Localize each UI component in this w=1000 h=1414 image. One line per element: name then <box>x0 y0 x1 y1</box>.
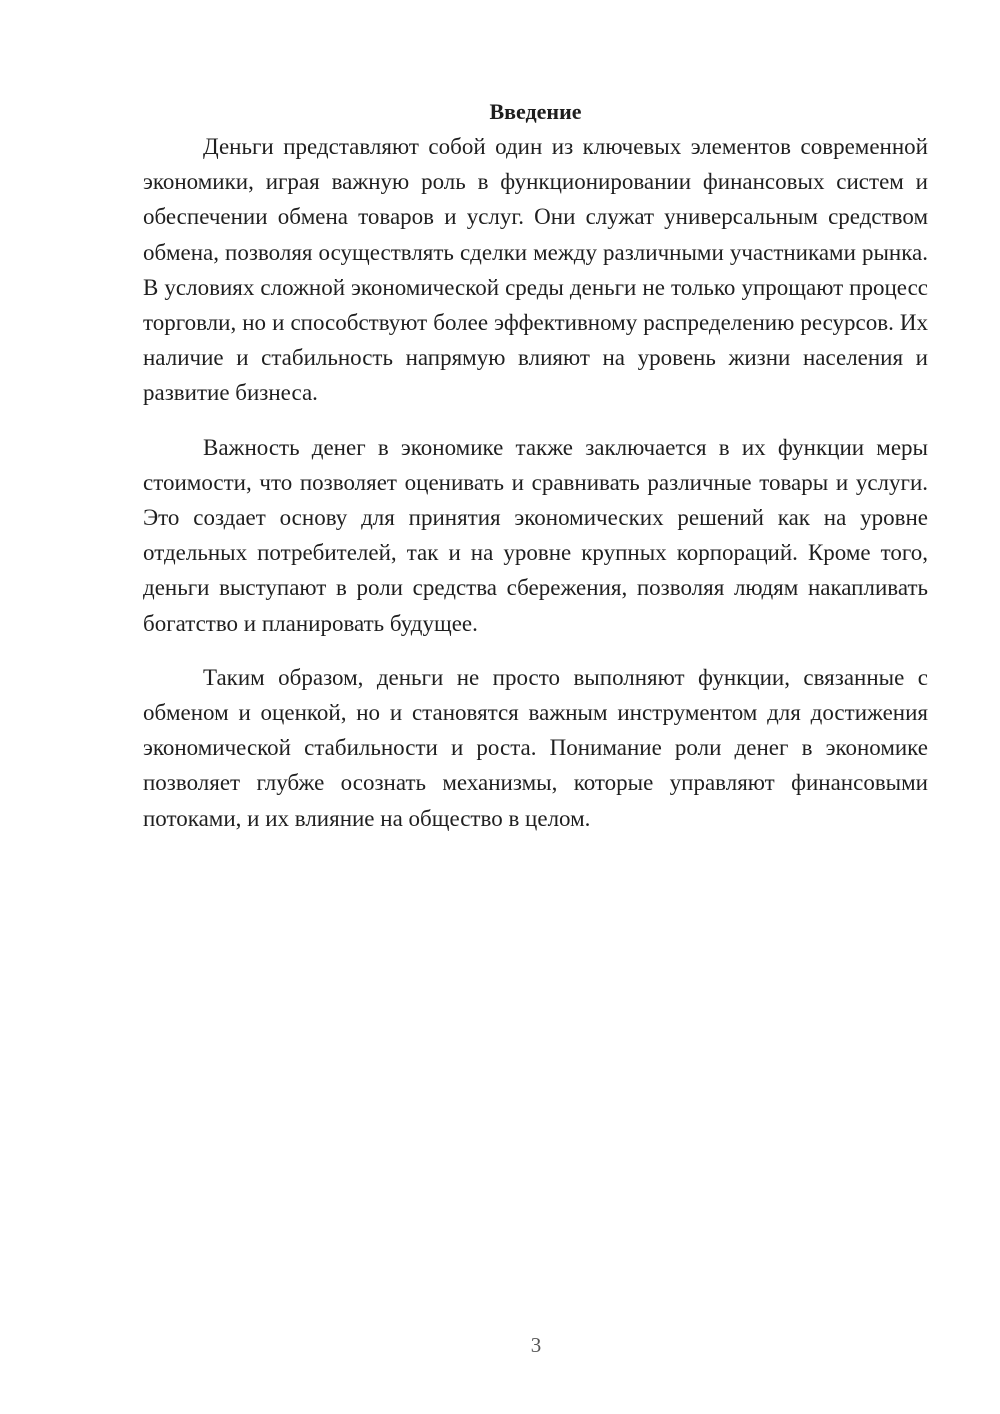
paragraph-2: Важность денег в экономике также заключается в их функции меры стоимости, что позволяет оценивать и сравнивать различные товары и услуги. Это создает основу для принятия экономических решений как на уровне отдельных потребителей, так и на уровне крупных корпораций. Кроме того, деньги выступают в роли средства сбережения, позволяя людям накапливать богатство и планировать будущее. <box>143 434 928 636</box>
paragraph-1: Деньги представляют собой один из ключевых элементов современной экономики, играя важную роль в функционировании финансовых систем и обеспечении обмена товаров и услуг. Они служат универсальным средством обмена, позволяя осуществлять сделки между различными участниками рынка. В условиях сложной экономической среды деньги не только упрощают процесс торговли, но и способствуют более эффективному распределению ресурсов. Их наличие и стабильность напрямую влияют на уровень жизни населения и развитие бизнеса. <box>143 134 928 406</box>
document-body <box>143 94 928 855</box>
section-title: Введение <box>489 99 582 124</box>
paragraph-3: Таким образом, деньги не просто выполняют функции, связанные с обменом и оценкой, но и становятся важным инструментом для достижения экономической стабильности и роста. Понимание роли денег в экономике позволяет глубже осознать механизмы, которые управляют финансовыми потоками, и их влияние на общество в целом. <box>143 664 928 831</box>
page-number: 3 <box>530 1333 542 1357</box>
